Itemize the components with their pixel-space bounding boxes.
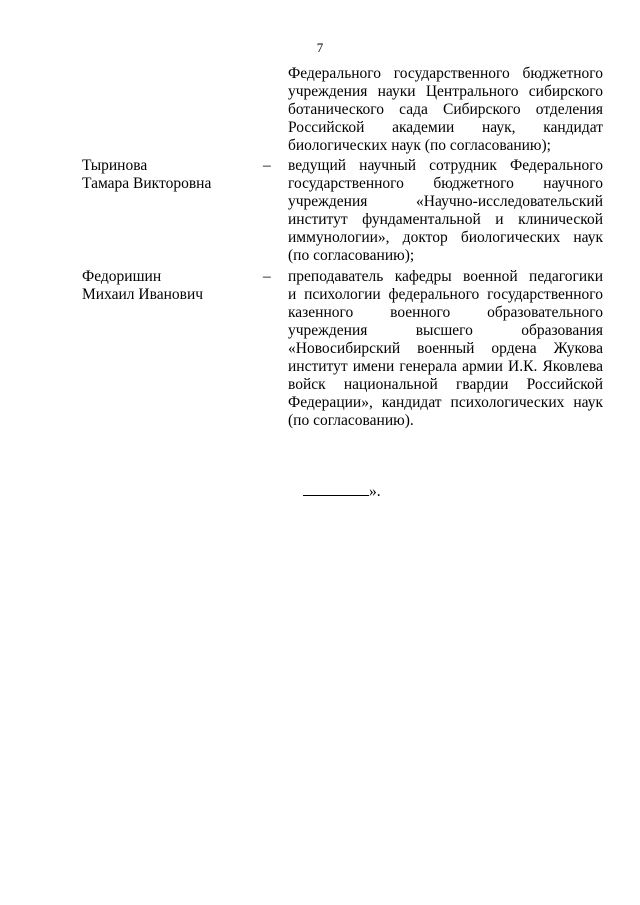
text-line: Российской академии наук, кандидат bbox=[288, 119, 603, 136]
text-line: биологических наук (по согласованию); bbox=[288, 137, 551, 154]
text-line: ботанического сада Сибирского отделения bbox=[288, 101, 603, 118]
page-number: 7 bbox=[316, 40, 324, 55]
blank-underline bbox=[303, 481, 369, 496]
closing-line bbox=[303, 481, 381, 501]
member-name bbox=[82, 157, 252, 193]
text-line: учреждения науки Центрального сибирского bbox=[288, 83, 603, 100]
text-line: Федерального государственного бюджетного bbox=[288, 65, 603, 82]
closing-quote-mark: ». bbox=[369, 483, 381, 500]
member-description bbox=[288, 157, 603, 265]
dash-separator: – bbox=[263, 157, 271, 174]
text-line: (по согласованию); bbox=[288, 247, 415, 264]
member-surname: Федоришин bbox=[82, 268, 162, 285]
text-line: Федерации», кандидат психологических наук bbox=[288, 394, 603, 411]
text-line: иммунологии», доктор биологических наук bbox=[288, 229, 603, 246]
text-line: институт имени генерала армии И.К. Яковлева bbox=[288, 358, 603, 375]
dash-separator: – bbox=[263, 268, 271, 285]
text-line: преподаватель кафедры военной педагогики bbox=[288, 268, 603, 285]
text-line: и психологии федерального государственного bbox=[288, 286, 603, 303]
member-description bbox=[288, 268, 603, 430]
text-line: (по согласованию). bbox=[288, 412, 414, 429]
text-line: «Новосибирский военный ордена Жукова bbox=[288, 340, 603, 357]
text-line: ведущий научный сотрудник Федерального bbox=[288, 157, 603, 174]
member-surname: Тыринова bbox=[82, 157, 148, 174]
member-given-names: Тамара Викторовна bbox=[82, 175, 212, 192]
text-line: учреждения высшего образования bbox=[288, 322, 603, 339]
continuation-paragraph bbox=[288, 65, 603, 155]
member-given-names: Михаил Иванович bbox=[82, 286, 204, 303]
text-line: учреждения «Научно-исследовательский bbox=[288, 193, 603, 210]
text-line: казенного военного образовательного bbox=[288, 304, 603, 321]
text-line: государственного бюджетного научного bbox=[288, 175, 603, 192]
text-line: институт фундаментальной и клинической bbox=[288, 211, 603, 228]
text-line: войск национальной гвардии Российской bbox=[288, 376, 603, 393]
member-name bbox=[82, 268, 252, 304]
